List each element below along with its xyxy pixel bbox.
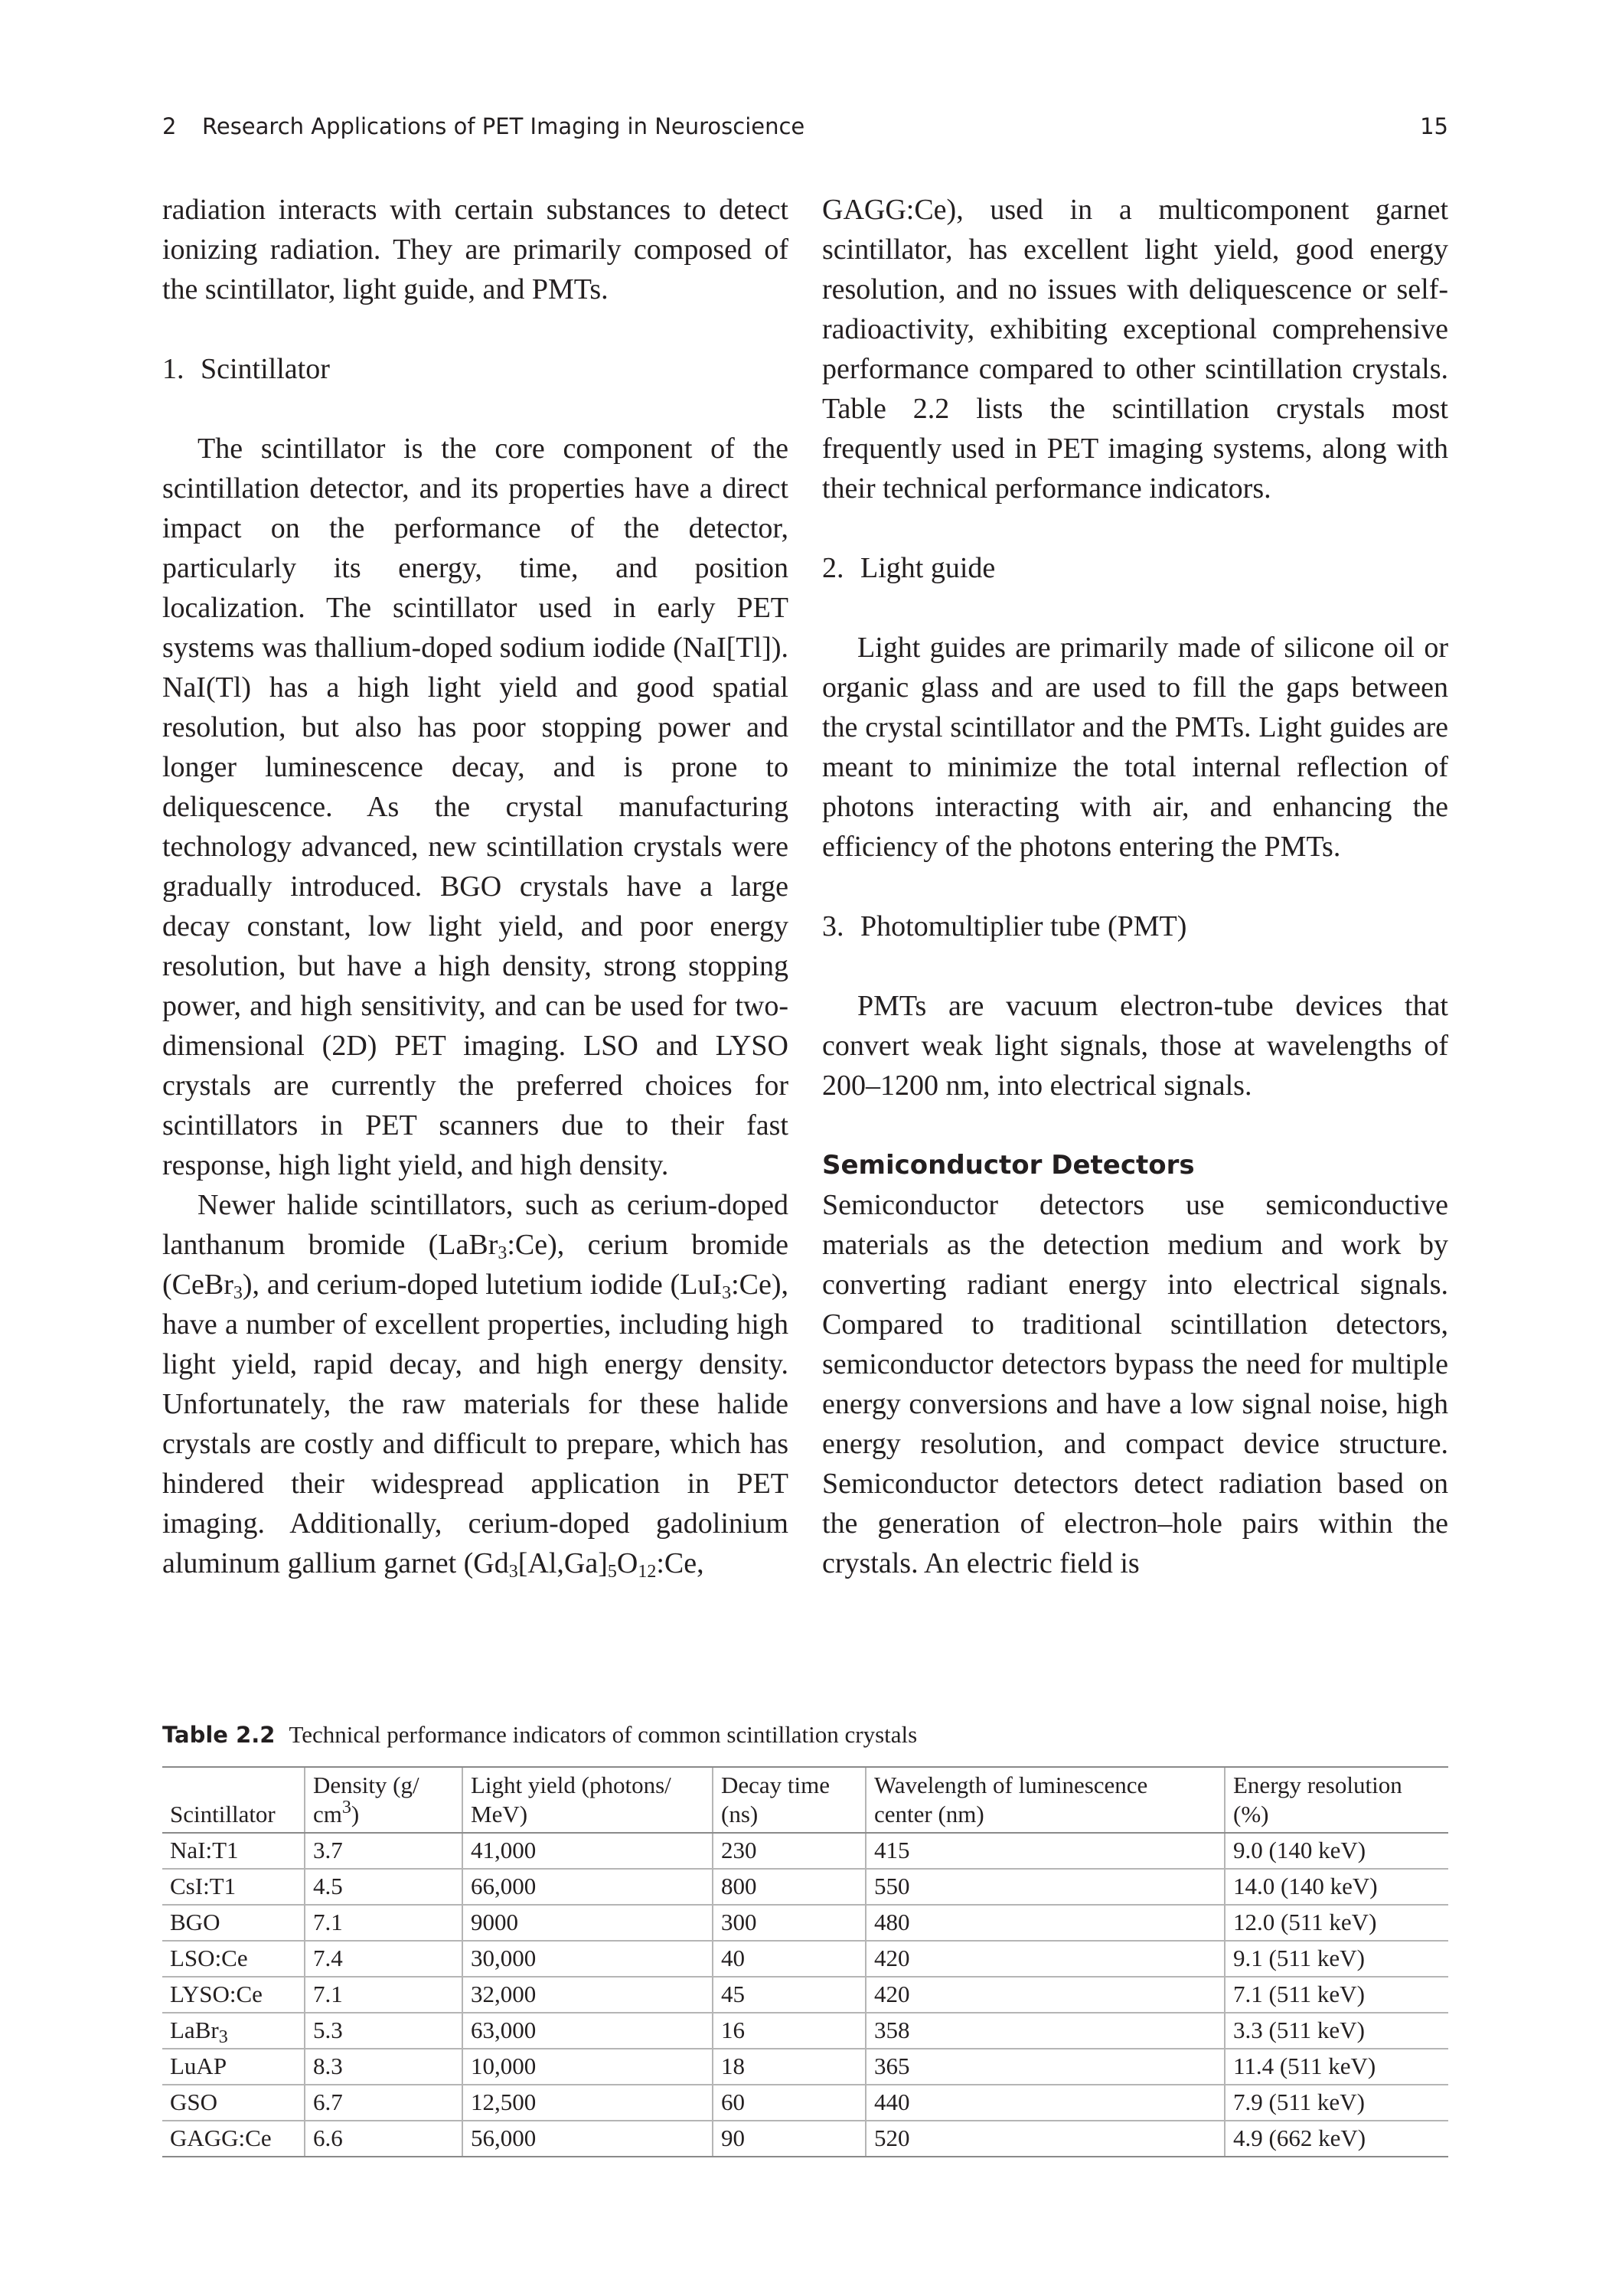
page-number: 15: [1420, 113, 1448, 139]
list-heading-light-guide: [822, 548, 1448, 588]
cell-decay-time: 60: [713, 2085, 866, 2121]
cell-energy-resolution: 4.9 (662 keV): [1225, 2121, 1448, 2157]
list-title: Scintillator: [201, 353, 330, 385]
cell-scintillator: NaI:T1: [162, 1833, 305, 1869]
table-row: [162, 2013, 1448, 2049]
table-row: [162, 2049, 1448, 2085]
paragraph-semiconductor: Semiconductor detectors use semiconductive materials as the detection medium and work by converting radiant energy into electrical signals. Compared to traditional scintillation detectors, semiconductor detectors bypass the need for multiple energy conversions and have a low signal noise, high energy resolution, and compact device structure. Semiconductor detectors detect radiation based on the generation of electron–hole pairs within the crystals. An electric field is: [822, 1189, 1448, 1579]
cell-light-yield: 12,500: [462, 2085, 713, 2121]
table-row: [162, 1869, 1448, 1905]
list-number: 3.: [822, 910, 844, 942]
running-header: [162, 113, 1448, 144]
cell-wavelength: 480: [866, 1905, 1225, 1941]
cell-wavelength: 365: [866, 2049, 1225, 2085]
paragraph-light-guide: Light guides are primarily made of silicone oil or organic glass and are used to fill the gaps between the crystal scintillator and the PMTs. Light guides are meant to minimize the total internal reflection of photons interacting with air, and enhancing the efficiency of the photons entering the PMTs.: [822, 632, 1448, 863]
cell-energy-resolution: 7.1 (511 keV): [1225, 1977, 1448, 2013]
list-heading-pmt: [822, 906, 1448, 946]
cell-decay-time: 90: [713, 2121, 866, 2157]
table-header-row: [162, 1767, 1448, 1833]
cell-decay-time: 40: [713, 1941, 866, 1977]
table-caption-text: Technical performance indicators of common scintillation crystals: [289, 1721, 918, 1748]
cell-density: 6.6: [305, 2121, 462, 2157]
cell-decay-time: 800: [713, 1869, 866, 1905]
right-column: [822, 190, 1448, 1583]
cell-light-yield: 30,000: [462, 1941, 713, 1977]
paragraph-halide: Newer halide scintillators, such as cerium-doped lanthanum bromide (LaBr$_3$:Ce), cerium bromide (CeBr$_3$), and cerium-doped lutetium iodide (LuI$_3$:Ce), have a number of excellent properties, including high light yield, rapid decay, and high energy density. Unfortunately, the raw materials for these halide crystals are costly and difficult to prepare, which has hindered their widespread application in PET imaging. Additionally, cerium-doped gadolinium aluminum gallium garnet ($Gd_3[Al,Ga]_5O_{12}:Ce$,: [162, 1189, 788, 1582]
cell-density: 6.7: [305, 2085, 462, 2121]
header-decay-time: Decay time (ns): [713, 1767, 866, 1833]
cell-density: 7.1: [305, 1905, 462, 1941]
list-number: 2.: [822, 552, 844, 584]
list-heading-scintillator: [162, 349, 788, 389]
cell-scintillator: GAGG:Ce: [162, 2121, 305, 2157]
paragraph-gagg: GAGG:Ce), used in a multicomponent garnet scintillator, has excellent light yield, good energy resolution, and no issues with deliquescence or self-radioactivity, exhibiting exceptional comprehensive performance compared to other scintillation crystals. Table 2.2 lists the scintillation crystals most frequently used in PET imaging systems, along with their technical performance indicators.: [822, 194, 1448, 505]
section-heading: Semiconductor Detectors: [822, 1150, 1195, 1181]
cell-light-yield: 56,000: [462, 2121, 713, 2157]
list-number: 1.: [162, 353, 184, 385]
paragraph-intro: radiation interacts with certain substances to detect ionizing radiation. They are primarily composed of the scintillator, light guide, and PMTs.: [162, 194, 788, 305]
cell-scintillator: LSO:Ce: [162, 1941, 305, 1977]
table-row: [162, 1833, 1448, 1869]
list-title: Photomultiplier tube (PMT): [860, 910, 1187, 942]
cell-light-yield: 41,000: [462, 1833, 713, 1869]
paragraph-scintillator: The scintillator is the core component of the scintillation detector, and its properties have a direct impact on the performance of the detector, particularly its energy, time, and position localization. The scintillator used in early PET systems was thallium-doped sodium iodide (NaI[Tl]). NaI(Tl) has a high light yield and good spatial resolution, but also has poor stopping power and longer luminescence decay, and is prone to deliquescence. As the crystal manufacturing technology advanced, new scintillation crystals were gradually introduced. BGO crystals have a large decay constant, low light yield, and poor energy resolution, but have a high density, strong stopping power, and high sensitivity, and can be used for two-dimensional (2D) PET imaging. LSO and LYSO crystals are currently the preferred choices for scintillators in PET scanners due to their fast response, high light yield, and high density.: [162, 433, 788, 1181]
table-row: [162, 2121, 1448, 2157]
scintillation-crystals-table: [162, 1766, 1448, 2157]
table-row: [162, 2085, 1448, 2121]
table-row: [162, 1905, 1448, 1941]
paragraph-pmt: PMTs are vacuum electron-tube devices that convert weak light signals, those at wavelengths of 200–1200 nm, into electrical signals.: [822, 990, 1448, 1102]
cell-decay-time: 16: [713, 2013, 866, 2049]
left-column: [162, 190, 788, 1583]
cell-density: 7.4: [305, 1941, 462, 1977]
cell-density: 4.5: [305, 1869, 462, 1905]
header-light-yield: Light yield (photons/ MeV): [462, 1767, 713, 1833]
cell-wavelength: 520: [866, 2121, 1225, 2157]
cell-light-yield: 66,000: [462, 1869, 713, 1905]
cell-density: 3.7: [305, 1833, 462, 1869]
cell-wavelength: 420: [866, 1941, 1225, 1977]
cell-energy-resolution: 12.0 (511 keV): [1225, 1905, 1448, 1941]
cell-wavelength: 550: [866, 1869, 1225, 1905]
cell-energy-resolution: 7.9 (511 keV): [1225, 2085, 1448, 2121]
chapter-number: 2: [162, 113, 177, 139]
cell-energy-resolution: 3.3 (511 keV): [1225, 2013, 1448, 2049]
table-caption: [162, 1720, 917, 1750]
cell-wavelength: 415: [866, 1833, 1225, 1869]
header-scintillator: Scintillator: [162, 1767, 305, 1833]
cell-light-yield: 10,000: [462, 2049, 713, 2085]
cell-light-yield: 32,000: [462, 1977, 713, 2013]
header-energy-resolution: Energy resolution (%): [1225, 1767, 1448, 1833]
cell-decay-time: 230: [713, 1833, 866, 1869]
cell-scintillator: LuAP: [162, 2049, 305, 2085]
cell-scintillator: BGO: [162, 1905, 305, 1941]
cell-energy-resolution: 14.0 (140 keV): [1225, 1869, 1448, 1905]
cell-light-yield: 63,000: [462, 2013, 713, 2049]
table-label: Table 2.2: [162, 1722, 276, 1748]
header-wavelength: Wavelength of luminescence center (nm): [866, 1767, 1225, 1833]
cell-decay-time: 45: [713, 1977, 866, 2013]
cell-density: 8.3: [305, 2049, 462, 2085]
cell-scintillator: GSO: [162, 2085, 305, 2121]
cell-decay-time: 18: [713, 2049, 866, 2085]
cell-scintillator: LYSO:Ce: [162, 1977, 305, 2013]
cell-energy-resolution: 11.4 (511 keV): [1225, 2049, 1448, 2085]
chapter-title: Research Applications of PET Imaging in Neuroscience: [202, 113, 805, 139]
header-density: Density (g/ $cm^3$): [305, 1767, 462, 1833]
table-row: [162, 1977, 1448, 2013]
cell-light-yield: 9000: [462, 1905, 713, 1941]
cell-decay-time: 300: [713, 1905, 866, 1941]
cell-energy-resolution: 9.1 (511 keV): [1225, 1941, 1448, 1977]
cell-energy-resolution: 9.0 (140 keV): [1225, 1833, 1448, 1869]
list-title: Light guide: [860, 552, 996, 584]
cell-wavelength: 358: [866, 2013, 1225, 2049]
cell-scintillator: LaBr$_3$: [162, 2013, 305, 2049]
cell-density: 7.1: [305, 1977, 462, 2013]
cell-scintillator: CsI:T1: [162, 1869, 305, 1905]
table-row: [162, 1941, 1448, 1977]
cell-wavelength: 420: [866, 1977, 1225, 2013]
cell-wavelength: 440: [866, 2085, 1225, 2121]
cell-density: 5.3: [305, 2013, 462, 2049]
